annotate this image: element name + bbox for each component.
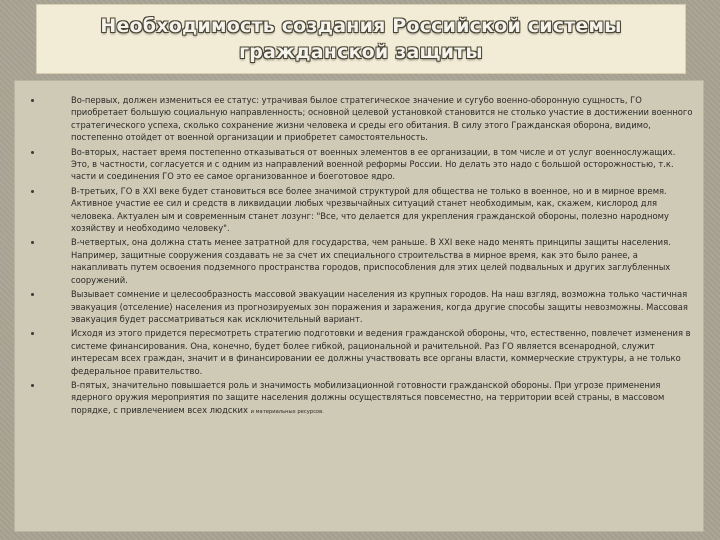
- bullet-item-5: [29, 288, 693, 325]
- bullet-list: [29, 94, 693, 418]
- bullet-item-7: [29, 379, 693, 418]
- bullet-text: В-пятых, значительно повышается роль и значимость мобилизационной готовности гражданской обороны. При угрозе применения ядерного оружия мероприятия по защите населения должны осуществляться повсеместно, на территории всей страны, в массовом порядке, с привлечением всех людских: [71, 379, 665, 415]
- bullet-dot-icon: [31, 241, 34, 244]
- bullet-text: Во-вторых, настает время постепенно отказываться от военных элементов в ее организации, в том числе и от услуг военнослужащих. Это, в частности, согласуется и с одним из направлений военной реформы России. Но делать это надо с большой осторожностью, т.к. части и соединения ГО это ее самое организованное и боеготовое ядро.: [71, 146, 676, 182]
- bullet-text: В-четвертых, она должна стать менее затратной для государства, чем раньше. В XXI веке надо менять принципы защиты населения. Например, защитные сооружения создавать не за счет их специального строительства в мирное время, как это было ранее, а накапливать путем освоения подземного пространства городов, приспособления для этих целей подвальных и других заглубленных сооружений.: [71, 237, 671, 285]
- bullet-item-1: [29, 94, 693, 144]
- bullet-item-4: [29, 236, 693, 286]
- title-banner: [36, 4, 686, 74]
- bullet-text: Вызывает сомнение и целесообразность массовой эвакуации населения из крупных городов. На наш взгляд, возможна только частичная эвакуация (отселение) населения из прогнозируемых зон поражения и заражения, когда другие способы защиты невозможны. Массовая эвакуация будет рассматриваться как исключительный вариант.: [71, 289, 688, 324]
- bullet-text: В-третьих, ГО в XXI веке будет становиться все более значимой структурой для общества не только в военное, но и в мирное время. Активное участие ее сил и средств в ликвидации любых чрезвычайных ситуаций станет необходимым, как, скажем, кислород для человека. Актуален ым и современным станет лозунг: "Все, что делается для укрепления гражданской обороны, полезно народному хозяйству и необходимо человеку".: [71, 185, 669, 234]
- bullet-small-tail: и материальных ресурсов.: [250, 408, 324, 415]
- bullet-dot-icon: [31, 190, 34, 193]
- slide-title: Необходимость создания Российской системы гражданской защиты: [100, 15, 622, 63]
- bullet-dot-icon: [31, 151, 34, 154]
- bullet-dot-icon: [31, 384, 34, 387]
- bullet-dot-icon: [31, 332, 34, 335]
- bullet-text: Исходя из этого придется пересмотреть стратегию подготовки и ведения гражданской обороны, что, естественно, повлечет изменения в системе финансирования. Она, конечно, будет более гибкой, рациональной и рачительной. Раз ГО является всенародной, служит интересам всех граждан, значит и в финансировании ее должны участвовать все органы власти, коммерческие структуры, а не только федеральное правительство.: [71, 328, 691, 376]
- bullet-text: Во-первых, должен измениться ее статус: утрачивая былое стратегическое значение и сугубо военно-оборонную сущность, ГО приобретает большую социальную направленность; основной целевой установкой становится не столько участие в достижении военного стратегического успеха, сколько сохранение жизни человека и среды его обитания. В силу этого Гражданская оборона, видимо, постепенно отойдет от военной организации и приобретет самостоятельность.: [71, 95, 693, 143]
- bullet-dot-icon: [31, 293, 34, 296]
- bullet-item-3: [29, 185, 693, 235]
- bullet-dot-icon: [31, 99, 34, 102]
- bullet-item-6: [29, 327, 693, 377]
- bullet-item-2: [29, 146, 693, 183]
- content-panel: [14, 80, 704, 532]
